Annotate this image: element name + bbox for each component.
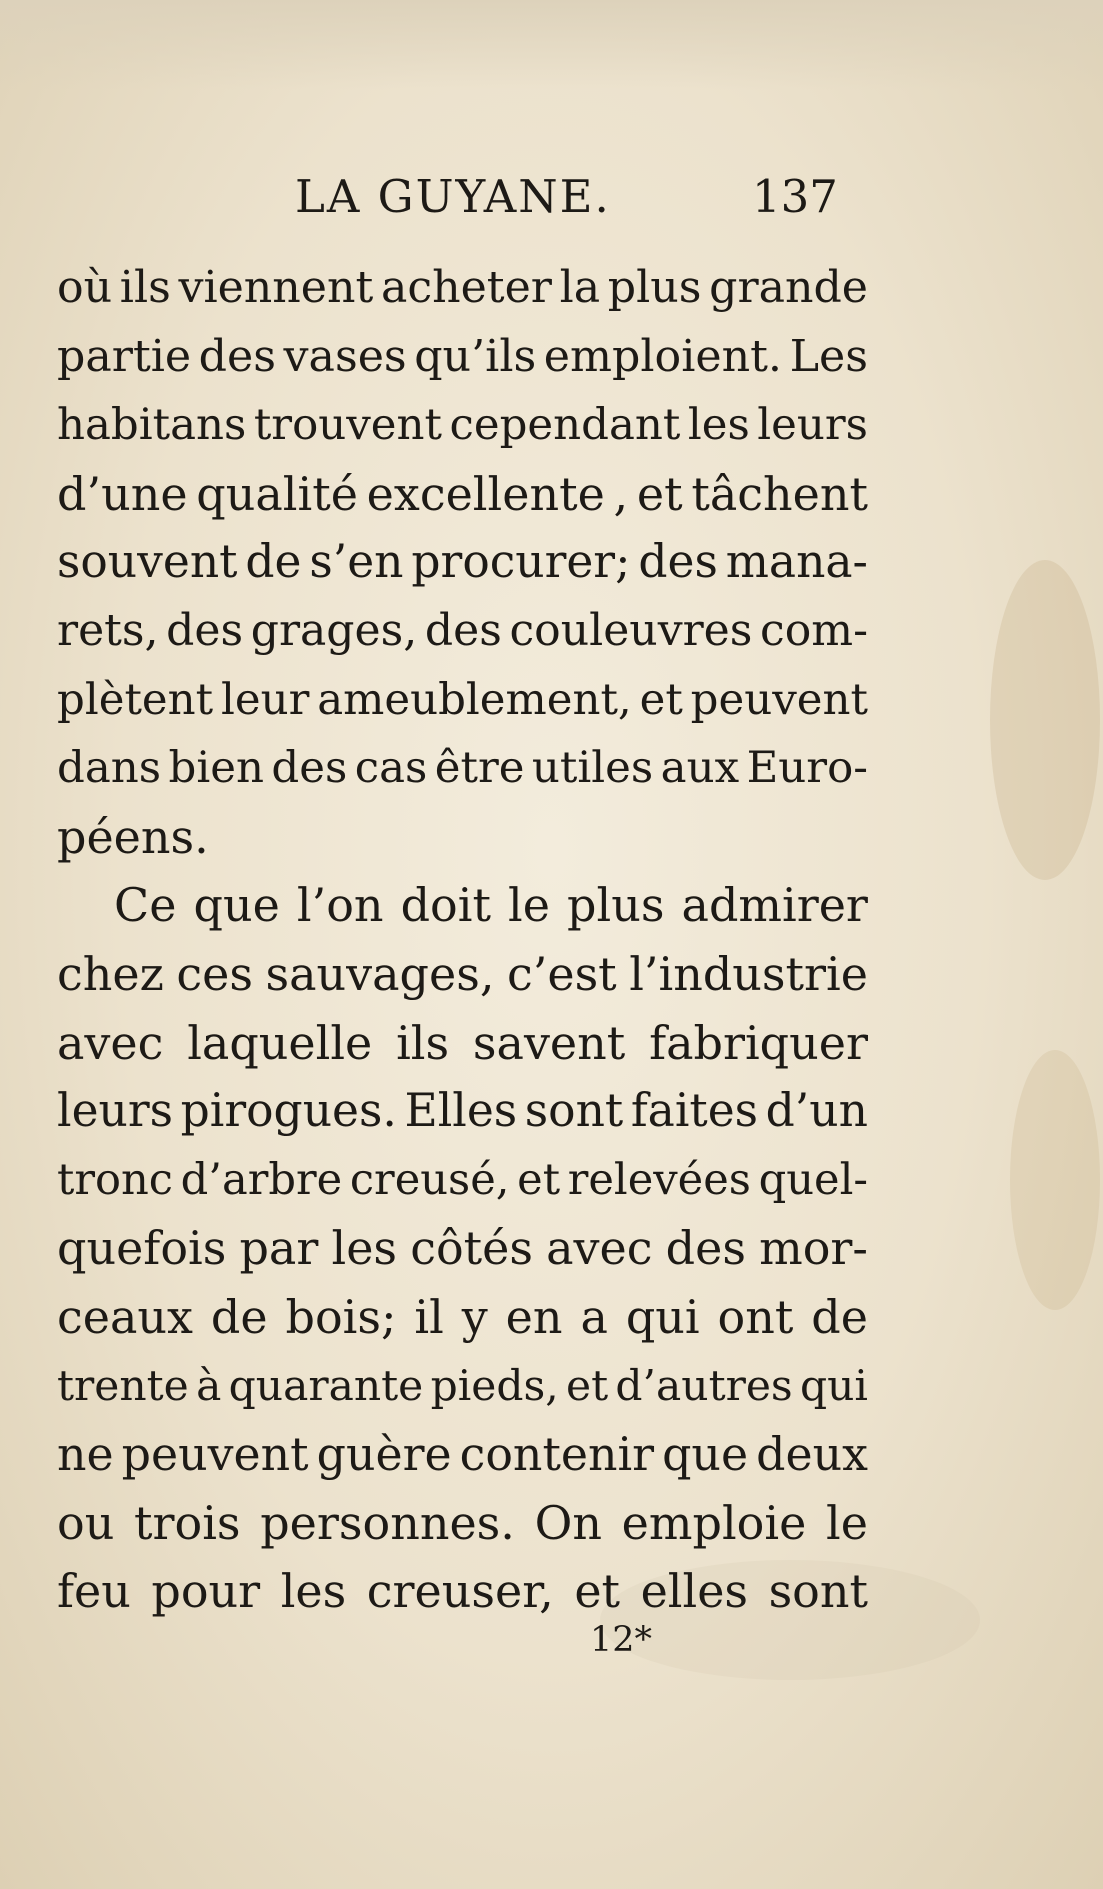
word: peuvent [121,1427,309,1482]
word: a [580,1289,608,1344]
word: et [636,466,683,521]
word: pieds, [430,1360,559,1410]
word: de [245,535,302,589]
word: bien [168,743,264,794]
text-line [57,1489,868,1558]
word: mor- [759,1221,868,1276]
body-text [57,254,868,1626]
word: Les [789,330,868,382]
word: On [534,1495,602,1550]
top-shadow [0,0,1103,90]
text-line [57,1352,868,1421]
word: où [57,262,113,313]
word: et [566,1360,609,1410]
word: , [613,466,629,521]
word: les [280,1564,347,1619]
word: souvent [57,535,238,589]
text-line [57,871,868,940]
word: des [166,604,244,656]
word: pour [151,1564,261,1619]
text-line [57,803,868,872]
word: s’en [309,535,404,589]
word: vases [283,330,407,382]
word: et [639,674,683,725]
word: ne [57,1427,114,1482]
signature-mark: 12* [590,1620,653,1660]
word: y [461,1289,488,1344]
word: Ce [114,878,177,933]
word: il [414,1289,444,1344]
word: quarante [228,1360,424,1410]
word: le [508,878,550,933]
word: Elles [404,1084,518,1138]
foxing-stain [990,560,1100,880]
word: ameublement, [317,674,632,725]
word: laquelle [187,1015,373,1070]
word: admirer [681,878,868,933]
word: contenir [459,1427,655,1482]
word: l’industrie [629,946,868,1001]
word: aux [660,743,740,794]
word: com- [760,604,868,656]
word: tronc [57,1154,173,1205]
word: personnes. [260,1495,515,1550]
word: excellente [366,466,605,521]
word: trois [134,1495,241,1550]
word: acheter [380,262,552,313]
word: qu’ils [414,330,537,382]
word: ces [176,946,253,1001]
foxing-stain [1010,1050,1100,1310]
page-number: 137 [752,170,838,223]
word: ceaux [57,1289,193,1344]
word: le [826,1495,868,1550]
word: à [196,1360,222,1410]
word: cependant [449,400,681,451]
word: doit [400,878,491,933]
text-line [57,1557,868,1626]
word: chez [57,946,164,1001]
text-line [57,1283,868,1352]
word: d’autres [615,1360,793,1410]
text-line [57,1214,868,1283]
running-title: LA GUYANE. [295,170,611,223]
text-line [57,1077,868,1146]
word: rets, [57,604,159,656]
word: plètent [57,674,214,725]
word: de [811,1289,868,1344]
word: feu [57,1564,131,1619]
word: Euro- [746,743,868,794]
word: les [331,1221,398,1276]
word: côtés [410,1221,533,1276]
word: habitans [57,400,247,451]
word: partie [57,330,192,382]
word: d’une [57,466,188,521]
word: cas [354,743,428,794]
word: dans [57,743,162,794]
word: avec [546,1221,653,1276]
word: qui [800,1360,868,1410]
word: ils [119,262,171,313]
word: leurs [57,1084,174,1138]
word: quefois [57,1221,227,1276]
word: par [239,1221,319,1276]
word: creuser, [366,1564,554,1619]
word: savent [472,1015,626,1070]
word: et [574,1564,621,1619]
word: des [665,1221,746,1276]
word: trouvent [253,400,442,451]
word: ils [396,1015,450,1070]
word: d’un [765,1084,868,1138]
word: deux [756,1427,868,1482]
text-line [57,254,868,323]
word: en [505,1289,563,1344]
text-line [57,528,868,597]
word: relevées [567,1154,751,1205]
text-line [57,391,868,460]
word: plus [607,262,702,313]
word: qui [625,1289,700,1344]
word: elles [640,1564,749,1619]
word: trente [57,1360,189,1410]
text-line [57,734,868,803]
word: plus [567,878,665,933]
word: fabriquer [649,1015,868,1070]
word: quel- [758,1154,868,1205]
word: tâchent [691,466,868,521]
word: peuvent [690,674,868,725]
word: ou [57,1495,115,1550]
word: viennent [178,262,374,313]
text-line [57,460,868,529]
word: péens. [57,809,209,864]
word: bois; [285,1289,397,1344]
word: mana- [725,535,868,589]
word: sont [768,1564,868,1619]
word: emploient. [543,330,783,382]
word: et [517,1154,561,1205]
text-line [57,940,868,1009]
word: guère [316,1427,452,1482]
word: que [662,1427,749,1482]
text-line [57,1420,868,1489]
text-line [57,1009,868,1078]
word: d’arbre [180,1154,343,1205]
text-line [57,1146,868,1215]
word: les [687,400,750,451]
word: avec [57,1015,164,1070]
word: grande [709,262,868,313]
word: sauvages, [265,946,495,1001]
word: grages, [250,604,418,656]
word: qualité [196,466,358,521]
word: emploie [621,1495,807,1550]
word: des [638,535,718,589]
word: faites [630,1084,759,1138]
running-head [60,170,1100,230]
word: couleuvres [509,604,753,656]
word: être [434,743,525,794]
word: que [193,878,280,933]
word: des [271,743,348,794]
word: l’on [296,878,384,933]
word: pirogues. [180,1084,397,1138]
word: des [198,330,276,382]
word: procurer; [411,535,631,589]
text-line [57,666,868,735]
word: sont [524,1084,624,1138]
text-line [57,323,868,392]
word: creusé, [349,1154,510,1205]
word: leurs [757,400,868,451]
text-line [57,597,868,666]
word: la [559,262,601,313]
word: utiles [531,743,654,794]
word: ont [717,1289,794,1344]
word: c’est [506,946,617,1001]
word: de [210,1289,268,1344]
word: des [424,604,502,656]
word: leur [220,674,310,725]
